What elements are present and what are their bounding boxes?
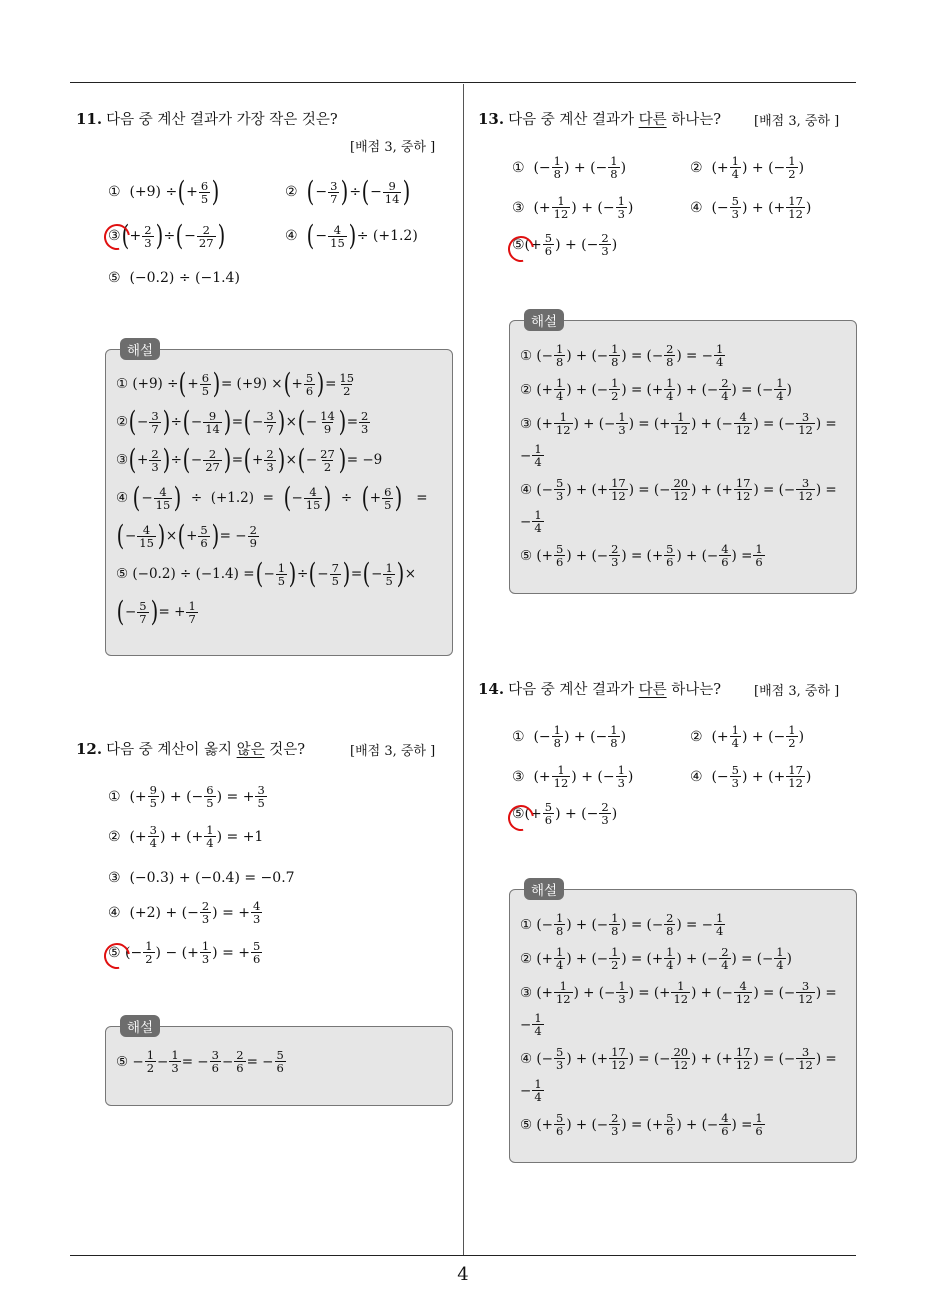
question-11 [76, 108, 338, 129]
question-meta: [배점 3, 중하 ] [754, 684, 840, 699]
option-5[interactable]: ⑤(+ 5 6 ) + (− 2 3 ) [512, 800, 618, 827]
option-1[interactable]: ① (− 1 8 ) + (− 1 8 ) [512, 723, 627, 750]
option-1[interactable]: ① (− 1 8 ) + (− 1 8 ) [512, 154, 627, 181]
top-rule [70, 82, 856, 83]
option-2[interactable]: ② ( − 3 7 ) ÷ ( − 9 14 ) [285, 175, 411, 208]
option-4[interactable]: ④ ( − 4 15 ) ÷ (+1.2) [285, 219, 418, 252]
solution-label: 해설 [120, 338, 160, 360]
solution-box: 해설 ① (+9) ÷ ( + 6 5 ) = (+9) × ( + 5 6 ) = 15 2 ② ( − 3 7 ) ÷ ( − 9 14 ) = ( − 3 7 ) × ( − 14 9 ) = 2 3 ③ ( + 2 3 ) ÷ ( − 2 27 ) = ( + 2 3 ) × ( − 27 2 ) = −9 ④ ( − 4 15 ) ÷ (+1.2) = ( − 4 15 ) ÷ ( + 6 5 ) = ( − 4 15 ) × ( + 5 6 ) = − 2 9 ⑤ (−0.2) ÷ (−1.4) = ( − 1 5 ) ÷ ( − 7 5 ) = ( − 1 5 ) × ( − 5 7 ) = + 1 7 [105, 349, 453, 656]
question-meta: [배점 3, 중하 ] [350, 744, 436, 759]
option-5[interactable]: ⑤ (− 1 2 ) − (+ 1 3 ) = + 5 6 [108, 939, 261, 966]
option-3[interactable]: ③ (+ 1 12 ) + (− 1 3 ) [512, 194, 634, 221]
solution-label: 해설 [120, 1015, 160, 1037]
option-4[interactable]: ④ (+2) + (− 2 3 ) = + 4 3 [108, 899, 261, 926]
option-3[interactable]: ③ (−0.3) + (−0.4) = −0.7 [108, 870, 295, 886]
option-3[interactable]: ③ (+ 1 12 ) + (− 1 3 ) [512, 763, 634, 790]
option-2[interactable]: ② (+ 1 4 ) + (− 1 2 ) [690, 154, 805, 181]
option-4[interactable]: ④ (− 5 3 ) + (+ 17 12 ) [690, 763, 812, 790]
question-14 [478, 678, 721, 699]
option-2[interactable]: ② (+ 3 4 ) + (+ 1 4 ) = +1 [108, 823, 264, 850]
option-2[interactable]: ② (+ 1 4 ) + (− 1 2 ) [690, 723, 805, 750]
option-4[interactable]: ④ (− 5 3 ) + (+ 17 12 ) [690, 194, 812, 221]
question-title: 14. 다음 중 계산 결과가 다른 하나는? [478, 680, 722, 698]
question-title: 13. 다음 중 계산 결과가 다른 하나는? [478, 110, 722, 128]
option-1[interactable]: ① (+ 9 5 ) + (− 6 5 ) = + 3 5 [108, 783, 265, 810]
question-title: 12. 다음 중 계산이 옳지 않은 것은? [76, 740, 306, 758]
option-5[interactable]: ⑤(+ 5 6 ) + (− 2 3 ) [512, 231, 618, 258]
solution-label: 해설 [524, 878, 564, 900]
question-12 [76, 738, 305, 759]
page-number: 4 [457, 1264, 469, 1285]
question-meta: [배점 3, 중하 ] [754, 114, 840, 129]
option-3[interactable]: ③ ( + 2 3 ) ÷ ( − 2 27 ) [108, 219, 225, 252]
question-13 [478, 108, 721, 129]
question-meta: [배점 3, 중하 ] [350, 140, 436, 155]
solution-box: 해설 ① (− 1 8 ) + (− 1 8 ) = (− 2 8 ) = − 1 4 ② (+ 1 4 ) + (− 1 2 ) = (+ 1 4 ) + (− 2 4 ) = (− 1 4 ) ③ (+ 1 12 ) + (− 1 3 ) = (+ 1 12 ) + (− 4 12 ) = (− 3 12 ) = − 1 4 ④ (− 5 3 ) + (+ 17 12 ) = (− 20 12 ) + (+ 17 12 ) = (− 3 12 ) = − 1 4 ⑤ (+ 5 6 ) + (− 2 3 ) = (+ 5 6 ) + (− 4 6 ) = 1 6 [509, 889, 857, 1163]
solution-box: 해설 ① (− 1 8 ) + (− 1 8 ) = (− 2 8 ) = − 1 4 ② (+ 1 4 ) + (− 1 2 ) = (+ 1 4 ) + (− 2 4 ) = (− 1 4 ) ③ (+ 1 12 ) + (− 1 3 ) = (+ 1 12 ) + (− 4 12 ) = (− 3 12 ) = − 1 4 ④ (− 5 3 ) + (+ 17 12 ) = (− 20 12 ) + (+ 17 12 ) = (− 3 12 ) = − 1 4 ⑤ (+ 5 6 ) + (− 2 3 ) = (+ 5 6 ) + (− 4 6 ) = 1 6 [509, 320, 857, 594]
solution-box: 해설 ⑤ − 1 2 − 1 3 = − 3 6 − 2 6 = − 5 6 [105, 1026, 453, 1106]
column-divider [463, 84, 464, 1256]
question-title: 11. 다음 중 계산 결과가 가장 작은 것은? [76, 110, 338, 128]
bottom-rule [70, 1255, 856, 1256]
option-1[interactable]: ① (+9) ÷ ( + 6 5 ) [108, 175, 220, 208]
solution-label: 해설 [524, 309, 564, 331]
option-5[interactable]: ⑤ (−0.2) ÷ (−1.4) [108, 270, 240, 286]
